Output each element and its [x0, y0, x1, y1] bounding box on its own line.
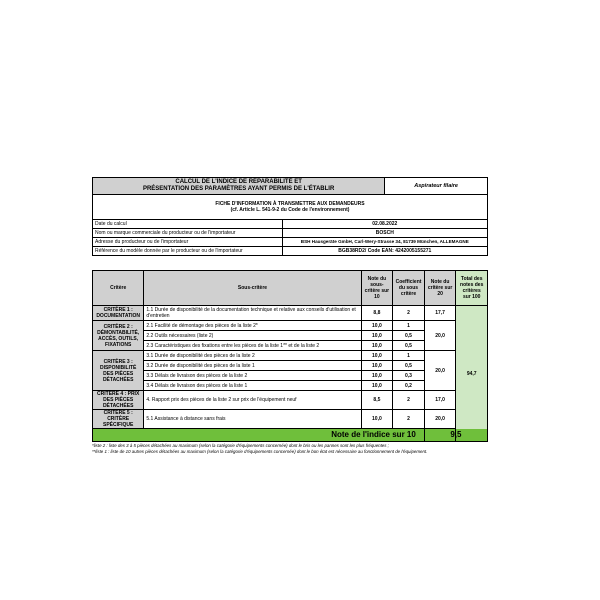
criterion-1-score: 17,7	[424, 306, 456, 321]
sub-2-3-note: 10,0	[361, 341, 393, 351]
criterion-4-name: CRITÈRE 4 : PRIX DES PIÈCES DÉTACHÉES	[93, 391, 144, 410]
sub-3-4-coef: 0,2	[393, 381, 425, 391]
title-line-2: PRÉSENTATION DES PARAMÈTRES AYANT PERMIS DE L'ÉTABLIR	[142, 186, 335, 192]
col-critere: Critère	[93, 271, 144, 306]
col-sous-critere: Sous-critère	[144, 271, 361, 306]
info-value-address: BSH Hausgeräte GmbH, Carl-Wery-Strasse 34, 81739 München, ALLEMAGNE	[282, 238, 487, 247]
info-value-date: 02.08.2022	[282, 220, 487, 229]
sub-2-2-note: 10,0	[361, 331, 393, 341]
sheet-title	[93, 178, 385, 195]
col-note-critere: Note du critère sur 20	[424, 271, 456, 306]
final-index-label: Note de l'indice sur 10	[93, 429, 425, 442]
info-label-address: Adresse du producteur ou de l'importateur	[93, 238, 283, 247]
sub-4-1-label: 4. Rapport prix des pièces de la liste 2 sur prix de l'équipement neuf	[144, 391, 361, 410]
sub-2-3-coef: 0,5	[393, 341, 425, 351]
col-total: Total des notes des critères sur 100	[456, 271, 488, 306]
footnotes	[92, 443, 488, 455]
sub-3-2-note: 10,0	[361, 361, 393, 371]
criterion-2-score: 20,0	[424, 321, 456, 351]
info-label-model: Référence du modèle donnée par le producteur ou de l'importateur	[93, 247, 283, 256]
sub-2-2-label: 2.2 Outils nécessaires (liste 2)	[144, 331, 361, 341]
title-line-1: CALCUL DE L'INDICE DE RÉPARABILITÉ ET	[175, 179, 302, 185]
info-value-model: BGB38RD2/ Code EAN: 4242005155271	[282, 247, 487, 256]
criterion-5-name: CRITÈRE 5 : CRITÈRE SPÉCIFIQUE	[93, 410, 144, 429]
score-table	[92, 270, 488, 442]
spacer	[92, 256, 488, 270]
sub-5-1-label: 5.1 Assistance à distance sans frais	[144, 410, 361, 429]
sub-2-2-coef: 0,5	[393, 331, 425, 341]
col-coef: Coefficient du sous critère	[393, 271, 425, 306]
footnote-1: *liste 2 : liste des 3 à 5 pièces détachées au maximum (selon la catégorie d'équipements concernée) dont le bris ou les pannes sont les plus fréquentes ;	[92, 443, 389, 448]
sub-5-1-coef: 2	[393, 410, 425, 429]
sub-3-1-note: 10,0	[361, 351, 393, 361]
final-index-value: 9,5	[424, 429, 487, 442]
fiche-line-1: FICHE D'INFORMATION À TRANSMETTRE AUX DEMANDEURS	[215, 201, 365, 207]
header-table	[92, 177, 488, 220]
criterion-5-score: 20,0	[424, 410, 456, 429]
info-label-date: Date du calcul	[93, 220, 283, 229]
sub-4-1-note: 8,5	[361, 391, 393, 410]
sub-3-4-label: 3.4 Délais de livraison des pièces de la liste 1	[144, 381, 361, 391]
sub-3-3-label: 3.3 Délais de livraison des pièces de la liste 2	[144, 371, 361, 381]
sub-5-1-note: 10,0	[361, 410, 393, 429]
criterion-3-name: CRITÈRE 3 : DISPONIBILITÉ DES PIÈCES DÉTACHÉES	[93, 351, 144, 391]
sub-3-4-note: 10,0	[361, 381, 393, 391]
footnote-2: **liste 1 : liste de 10 autres pièces détachées au maximum (selon la catégorie d'équipements concernée) dont le bon état est nécessaire au fonctionnement de l'équipement.	[92, 449, 428, 454]
sub-1-1-note: 8,8	[361, 306, 393, 321]
sub-2-3-label: 2.3 Caractéristiques des fixations entre les pièces de la liste 1** et de la liste 2	[144, 341, 361, 351]
criterion-1-name: CRITÈRE 1 : DOCUMENTATION	[93, 306, 144, 321]
sub-3-2-label: 3.2 Durée de disponibilité des pièces de la liste 1	[144, 361, 361, 371]
info-label-brand: Nom ou marque commerciale du producteur ou de l'importateur	[93, 229, 283, 238]
sub-4-1-coef: 2	[393, 391, 425, 410]
fiche-line-2: (cf. Article L. 541-9-2 du Code de l'environnement)	[230, 207, 350, 213]
sub-1-1-coef: 2	[393, 306, 425, 321]
repairability-sheet	[92, 177, 488, 455]
col-note: Note du sous-critère sur 10	[361, 271, 393, 306]
sub-3-2-coef: 0,5	[393, 361, 425, 371]
sub-1-1-label: 1.1 Durée de disponibilité de la documentation technique et relative aux conseils d'utilisation et d'entretien	[144, 306, 361, 321]
criterion-2-name: CRITÈRE 2 : DÉMONTABILITÉ, ACCÈS, OUTILS, FIXATIONS	[93, 321, 144, 351]
sub-2-1-label: 2.1 Facilité de démontage des pièces de la liste 2*	[144, 321, 361, 331]
info-table	[92, 219, 488, 256]
criterion-3-score: 20,0	[424, 351, 456, 391]
sub-3-1-coef: 1	[393, 351, 425, 361]
info-value-brand: BOSCH	[282, 229, 487, 238]
sub-2-1-note: 10,0	[361, 321, 393, 331]
criterion-4-score: 17,0	[424, 391, 456, 410]
sub-3-1-label: 3.1 Durée de disponibilité des pièces de la liste 2	[144, 351, 361, 361]
sub-3-3-note: 10,0	[361, 371, 393, 381]
sub-3-3-coef: 0,3	[393, 371, 425, 381]
sub-2-1-coef: 1	[393, 321, 425, 331]
fiche-heading	[93, 195, 488, 220]
product-type: Aspirateur filaire	[385, 178, 488, 195]
total-score: 94,7	[456, 306, 488, 442]
